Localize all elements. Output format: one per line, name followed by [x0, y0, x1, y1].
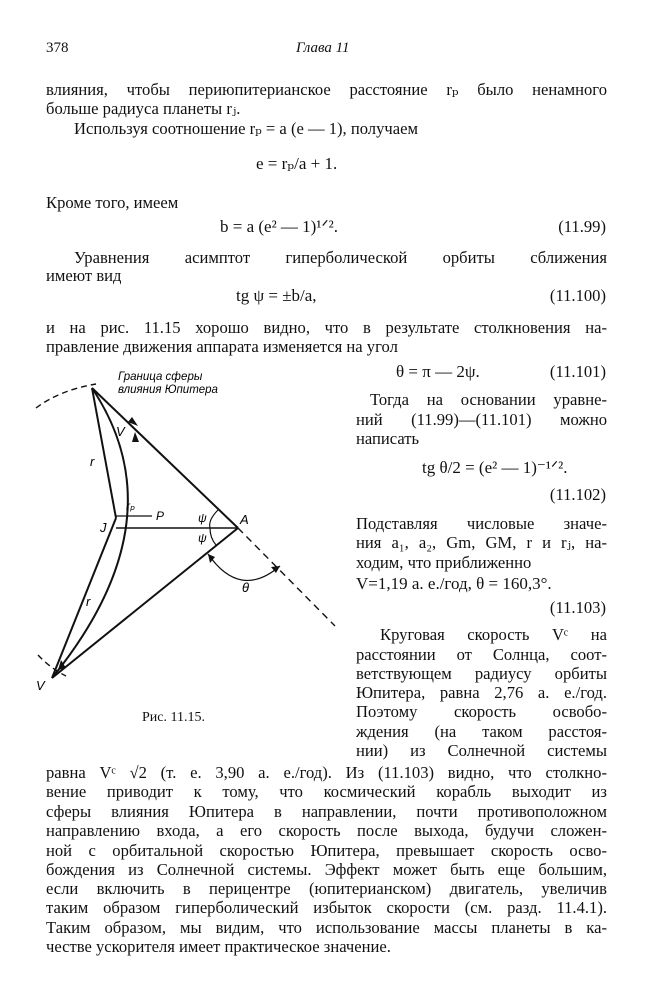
text-line: ходим, что приближенно — [356, 553, 532, 572]
label-sphere-2: влияния Юпитера — [118, 384, 218, 396]
label-psi-bottom: ψ — [198, 531, 207, 545]
chapter-title: Глава 11 — [296, 40, 350, 56]
text-line: Кроме того, имеем — [46, 193, 179, 212]
text-line: Подставляя числовые значе- — [356, 514, 607, 533]
label-r-bottom: r — [86, 594, 91, 609]
text-line: Круговая скорость Vᶜ на — [380, 625, 607, 644]
text-line: и на рис. 11.15 хорошо видно, что в результате столкновения на- — [46, 318, 607, 337]
label-psi-top: ψ — [198, 511, 207, 525]
text-line: больше радиуса планеты rⱼ. — [46, 99, 241, 118]
text-line: ждения (на таком расстоя- — [356, 722, 607, 741]
equation-theta: θ = π — 2ψ. — [396, 362, 480, 381]
equation-number: (11.100) — [549, 286, 606, 305]
text-line: расстоянии от Солнца, соот- — [356, 645, 607, 664]
equation-number: (11.102) — [549, 485, 606, 504]
text-line: Тогда на основании уравне- — [370, 390, 607, 409]
label-v-top: V — [116, 424, 125, 439]
text-line: ния a₁, a₂, Gm, GM, r и rⱼ, на- — [356, 533, 607, 552]
text-line: сферы влияния Юпитера в направлении, почти противоположном — [46, 802, 607, 821]
text-line: если включить в перицентре (юпитерианском) двигатель, увеличив — [46, 879, 607, 898]
text-line: Уравнения асимптот гиперболической орбиты сближения — [74, 248, 607, 267]
radius-bottom — [52, 518, 116, 678]
equation-number: (11.103) — [549, 598, 606, 617]
text-line: ветствующем радиусу орбиты — [356, 664, 607, 683]
page-number: 378 — [46, 40, 69, 56]
label-sphere-1: Граница сферы — [118, 371, 203, 383]
text-line: направлению входа, а его скорость после выхода, будучи сложен- — [46, 821, 607, 840]
text-line: ний (11.99)—(11.101) можно — [356, 410, 607, 429]
label-j: J — [100, 520, 107, 535]
asymptote-extension — [238, 528, 335, 626]
text-line: Юпитера, равна 2,76 а. е./год. — [356, 683, 607, 702]
arrow-head — [132, 432, 139, 442]
label-p: P — [156, 509, 165, 523]
text-line: правление движения аппарата изменяется на угол — [46, 337, 398, 356]
text-line: влияния, чтобы периюпитерианское расстояние rₚ было ненамного — [46, 80, 607, 99]
text-line: равна Vᶜ √2 (т. е. 3,90 а. е./год). Из (11.103) видно, что столкно- — [46, 763, 607, 782]
text-line: ной с орбитальной скоростью Юпитера, превышает скорость осво- — [46, 841, 607, 860]
text-line: написать — [356, 429, 420, 448]
equation-tg2: tg θ/2 = (e² — 1)⁻¹ᐟ². — [422, 458, 568, 477]
text-line: имеют вид — [46, 266, 122, 285]
figure-11-15 — [30, 360, 350, 700]
equation-e: e = rₚ/a + 1. — [256, 154, 338, 173]
psi-arc-top — [210, 510, 218, 528]
text-line: Таким образом, мы видим, что использование массы планеты в ка- — [46, 918, 607, 937]
text-line: таким образом гиперболический избыток скорости (см. разд. 11.4.1). — [46, 898, 607, 917]
equation-v: V=1,19 а. е./год, θ = 160,3°. — [356, 574, 552, 593]
psi-arc-bottom — [210, 528, 216, 545]
equation-number: (11.101) — [549, 362, 606, 381]
equation-b: b = a (e² — 1)¹ᐟ². — [220, 217, 338, 236]
label-rp: rₚ — [126, 499, 136, 513]
label-theta: θ — [242, 580, 250, 595]
outgoing-asymptote — [52, 528, 238, 678]
label-v-bottom: V — [36, 678, 45, 693]
text-line: честве ускорителя имеет практическое значение. — [46, 937, 391, 956]
label-r-top: r — [90, 454, 95, 469]
text-line: вение приводит к тому, что космический корабль выходит из — [46, 782, 607, 801]
equation-tg: tg ψ = ±b/a, — [236, 286, 317, 305]
text-line: Поэтому скорость освобо- — [356, 702, 607, 721]
figure-caption: Рис. 11.15. — [142, 710, 205, 725]
text-line: бождения из Солнечной системы. Эффект может быть еще большим, — [46, 860, 607, 879]
text-line: нии) из Солнечной системы — [356, 741, 607, 760]
label-a: A — [240, 512, 249, 527]
text-line: Используя соотношение rₚ = a (e — 1), получаем — [74, 119, 418, 138]
theta-arc — [208, 554, 280, 580]
sphere-boundary-top — [36, 384, 96, 408]
equation-number: (11.99) — [558, 217, 606, 236]
